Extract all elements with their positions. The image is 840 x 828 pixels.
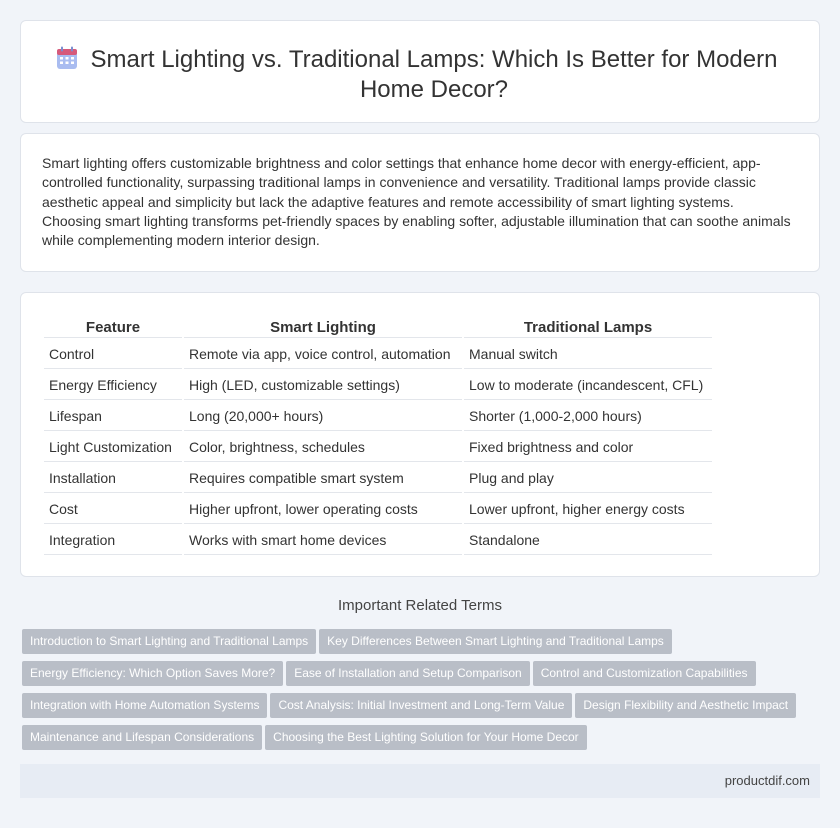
- smart-cell: Color, brightness, schedules: [184, 433, 462, 462]
- table-row: [44, 371, 712, 400]
- related-term-link[interactable]: Design Flexibility and Aesthetic Impact: [575, 693, 796, 718]
- table-row: [44, 433, 712, 462]
- feature-cell: Energy Efficiency: [44, 371, 182, 400]
- related-term-link[interactable]: Ease of Installation and Setup Comparison: [286, 661, 529, 686]
- traditional-cell: Fixed brightness and color: [464, 433, 712, 462]
- table-row: [44, 402, 712, 431]
- related-term-link[interactable]: Integration with Home Automation Systems: [22, 693, 267, 718]
- feature-cell: Installation: [44, 464, 182, 493]
- related-term-link[interactable]: Introduction to Smart Lighting and Traditional Lamps: [22, 629, 316, 654]
- traditional-cell: Lower upfront, higher energy costs: [464, 495, 712, 524]
- intro-card: [20, 133, 820, 272]
- feature-cell: Integration: [44, 526, 182, 555]
- footer: [20, 764, 820, 798]
- table-row: [44, 526, 712, 555]
- feature-cell: Cost: [44, 495, 182, 524]
- related-term-link[interactable]: Energy Efficiency: Which Option Saves More?: [22, 661, 283, 686]
- traditional-cell: Plug and play: [464, 464, 712, 493]
- table-row: [44, 464, 712, 493]
- smart-cell: Requires compatible smart system: [184, 464, 462, 493]
- related-term-link[interactable]: Maintenance and Lifespan Considerations: [22, 725, 262, 750]
- footer-site-link[interactable]: productdif.com: [724, 773, 810, 788]
- header-feature: Feature: [44, 318, 182, 338]
- page-title: Smart Lighting vs. Traditional Lamps: Which Is Better for Modern Home Decor?: [90, 46, 778, 103]
- feature-cell: Lifespan: [44, 402, 182, 431]
- feature-cell: Light Customization: [44, 433, 182, 462]
- related-term-link[interactable]: Choosing the Best Lighting Solution for Your Home Decor: [265, 725, 587, 750]
- traditional-cell: Manual switch: [464, 340, 712, 369]
- table-row: [44, 340, 712, 369]
- traditional-cell: Low to moderate (incandescent, CFL): [464, 371, 712, 400]
- smart-cell: High (LED, customizable settings): [184, 371, 462, 400]
- related-term-link[interactable]: Control and Customization Capabilities: [533, 661, 756, 686]
- related-term-link[interactable]: Cost Analysis: Initial Investment and Long-Term Value: [270, 693, 572, 718]
- title-card: [20, 20, 820, 123]
- header-smart-lighting: Smart Lighting: [184, 318, 462, 338]
- feature-cell: Control: [44, 340, 182, 369]
- traditional-cell: Shorter (1,000-2,000 hours): [464, 402, 712, 431]
- smart-cell: Higher upfront, lower operating costs: [184, 495, 462, 524]
- smart-cell: Works with smart home devices: [184, 526, 462, 555]
- comparison-table: [42, 316, 714, 557]
- smart-cell: Remote via app, voice control, automation: [184, 340, 462, 369]
- comparison-card: [20, 292, 820, 577]
- related-term-link[interactable]: Key Differences Between Smart Lighting and Traditional Lamps: [319, 629, 672, 654]
- table-header-row: [44, 318, 712, 338]
- header-traditional-lamps: Traditional Lamps: [464, 318, 712, 338]
- related-terms-list: [22, 629, 822, 757]
- related-terms-heading: Important Related Terms: [338, 597, 502, 614]
- intro-paragraph: Smart lighting offers customizable brightness and color settings that enhance home decor with energy-efficient, app-controlled functionality, surpassing traditional lamps in convenience and versatility. Traditional lamps provide classic aesthetic appeal and simplicity but lack the adaptive features and remote accessibility of smart lighting systems. Choosing smart lighting transforms pet-friendly spaces by enabling softer, adjustable illumination that can soothe animals while complementing modern interior design.: [42, 155, 791, 249]
- smart-cell: Long (20,000+ hours): [184, 402, 462, 431]
- table-row: [44, 495, 712, 524]
- traditional-cell: Standalone: [464, 526, 712, 555]
